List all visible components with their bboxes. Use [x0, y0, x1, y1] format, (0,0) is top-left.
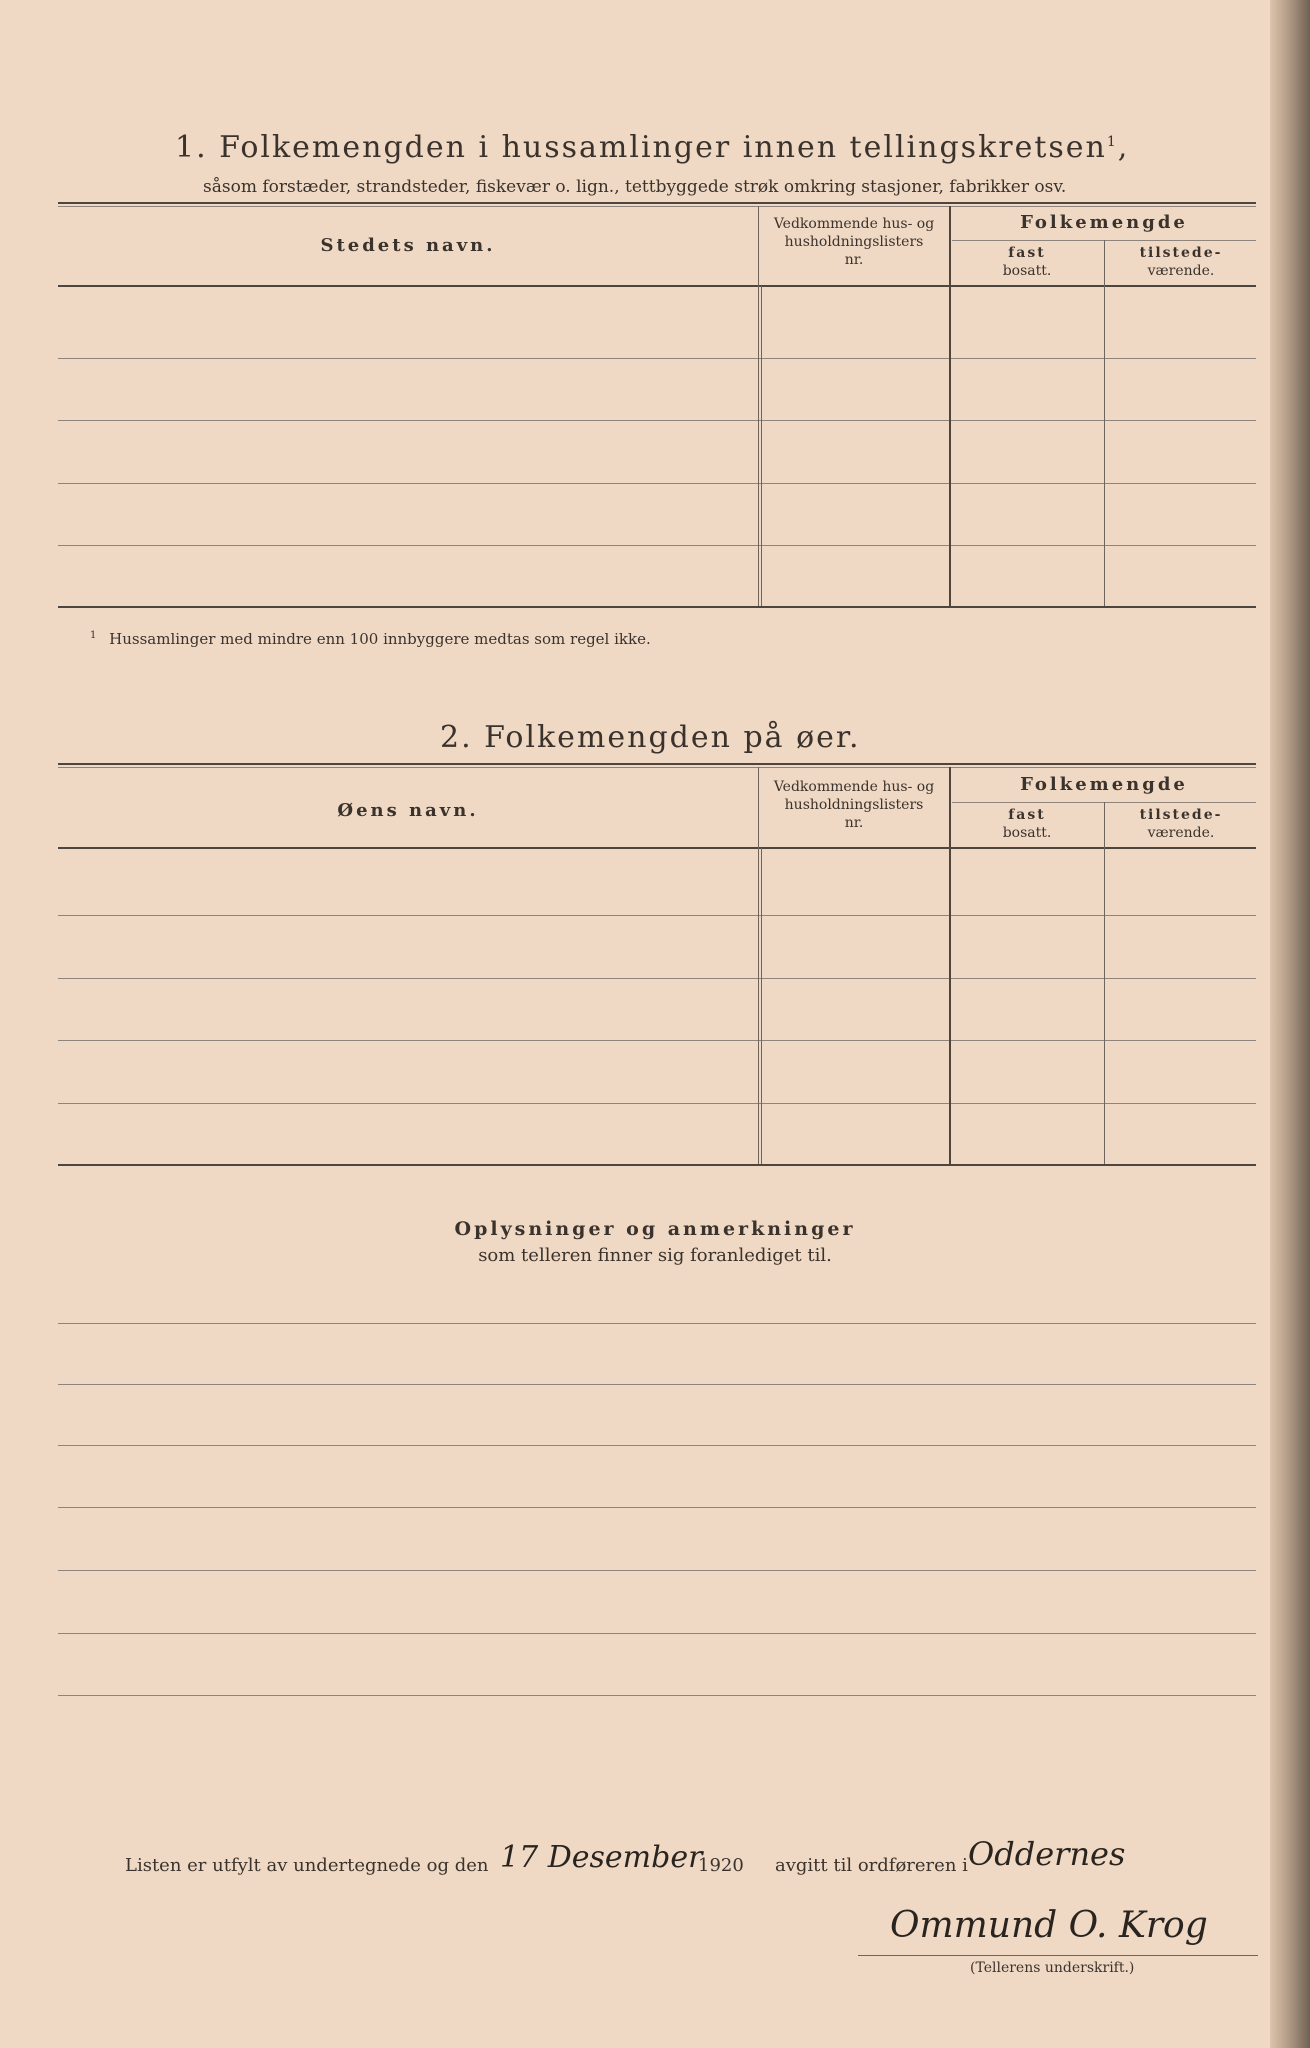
section1-col-tilstede-line1: tilstede-	[1139, 245, 1223, 261]
section2-col-list-line3: nr.	[844, 815, 864, 831]
section1-footnote-mark: 1	[90, 630, 97, 641]
completion-statement	[125, 1855, 488, 1876]
signature-caption: (Tellerens underskrift.)	[970, 1960, 1135, 1976]
section1-col-name: Stedets navn.	[320, 235, 496, 256]
section2-col-population: Folkemengde	[1020, 774, 1188, 795]
section2-col-tilstede-line2: værende.	[1147, 825, 1215, 841]
remarks-subtitle: som telleren finner sig foranlediget til.	[478, 1245, 832, 1266]
section1-col-population: Folkemengde	[1020, 212, 1188, 233]
section1-col-fast	[952, 244, 1102, 280]
section1-footnote	[90, 630, 651, 648]
section1-col-fast-line1: fast	[1008, 245, 1046, 261]
completion-text-a: Listen er utfylt av undertegnede og den	[125, 1855, 489, 1876]
section2-col-tilstede	[1106, 806, 1256, 842]
section1-col-fast-line2: bosatt.	[1002, 263, 1052, 279]
section2-col-list-line1: Vedkommende hus- og	[773, 779, 935, 795]
completion-year: 1920	[698, 1855, 744, 1876]
section2-col-name: Øens navn.	[337, 800, 479, 821]
section1-col-tilstede	[1106, 244, 1256, 280]
section1-title-end: ,	[1117, 130, 1130, 165]
section1-col-tilstede-line2: værende.	[1147, 263, 1215, 279]
remarks-title: Oplysninger og anmerkninger	[454, 1218, 856, 1240]
section2-col-fast-line1: fast	[1008, 807, 1046, 823]
handwritten-signature: Ommund O. Krog	[890, 1905, 1208, 1946]
section2-col-tilstede-line1: tilstede-	[1139, 807, 1223, 823]
section1-title	[175, 130, 1129, 165]
section1-col-list-line2: husholdningslisters	[784, 234, 924, 250]
handwritten-date: 17 Desember	[500, 1840, 703, 1875]
section2-col-list	[760, 778, 948, 832]
section2-col-list-line2: husholdningslisters	[784, 797, 924, 813]
page-binding-edge	[1270, 0, 1310, 2048]
section2-title: 2. Folkemengden på øer.	[440, 720, 861, 755]
section1-col-list-line1: Vedkommende hus- og	[773, 216, 935, 232]
section1-subtitle: såsom forstæder, strandsteder, fiskevær o. lign., tettbyggede strøk omkring stasjoner, fabrikker osv.	[203, 177, 1067, 197]
handwritten-place: Oddernes	[968, 1835, 1126, 1873]
section1-footnote-text: Hussamlinger med mindre enn 100 innbyggere medtas som regel ikke.	[109, 630, 651, 648]
section1-col-list	[760, 215, 948, 269]
section1-footnote-ref: 1	[1106, 134, 1118, 150]
section1-col-list-line3: nr.	[844, 252, 864, 268]
section2-col-fast-line2: bosatt.	[1002, 825, 1052, 841]
section1-title-text: 1. Folkemengden i hussamlinger innen tellingskretsen	[175, 130, 1107, 165]
section2-col-fast	[952, 806, 1102, 842]
completion-text-b: avgitt til ordføreren i	[775, 1855, 968, 1876]
